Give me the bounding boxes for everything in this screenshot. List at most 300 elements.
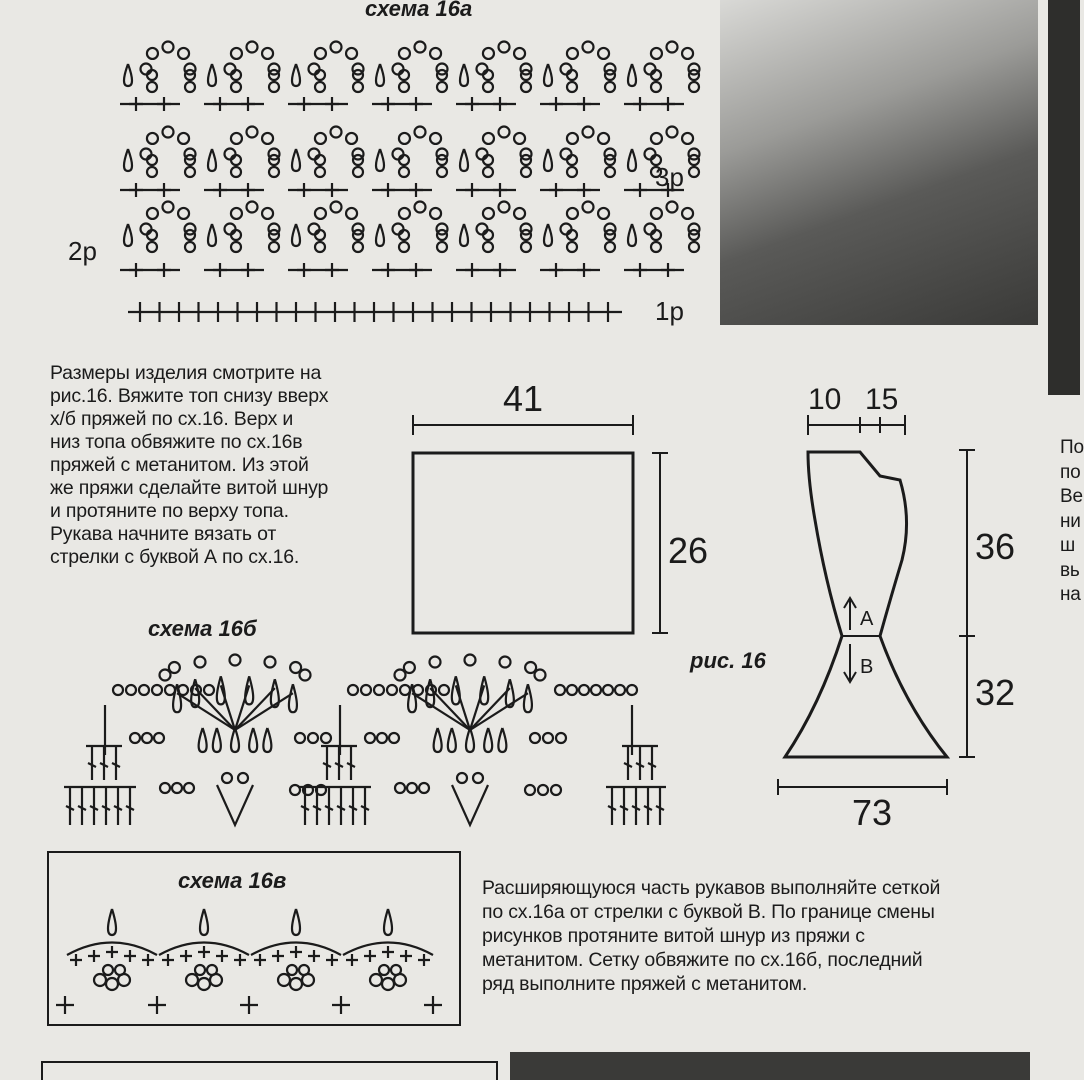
v-stitch — [217, 785, 253, 825]
chain-stitch-symbol — [147, 48, 158, 59]
top-panel-outline — [413, 453, 633, 633]
chain-stitch-symbol — [393, 149, 404, 160]
chain-stitch-symbol — [430, 48, 441, 59]
treble-symbol — [654, 787, 666, 825]
chain-stitch-symbol — [399, 242, 409, 252]
chain-stitch-symbol — [309, 149, 320, 160]
picot-symbol — [292, 224, 300, 246]
chain-stitch-symbol — [415, 127, 426, 138]
chain-stitch-symbol — [147, 133, 158, 144]
chain-stitch-symbol — [399, 133, 410, 144]
chain-stitch-symbol — [195, 657, 206, 668]
chain-stitch-symbol — [247, 42, 258, 53]
edge-line: на — [1060, 584, 1081, 605]
chain-stitch-symbol — [353, 82, 363, 92]
chain-stitch-symbol — [331, 127, 342, 138]
chain-stitch-symbol — [142, 733, 152, 743]
picot-symbol — [376, 149, 384, 171]
chain-stitch-symbol — [415, 202, 426, 213]
note-line: метанитом. Сетку обвяжите по сх.16б, последний — [482, 949, 923, 971]
picot-symbol — [480, 676, 488, 704]
chain-stitch-symbol — [379, 965, 389, 975]
chain-stitch-symbol — [399, 208, 410, 219]
instruction-line: рис.16. Вяжите топ снизу вверх — [50, 385, 329, 407]
chain-stitch-symbol — [393, 224, 404, 235]
chain-stitch-symbol — [530, 733, 540, 743]
chain-stitch-symbol — [605, 82, 615, 92]
scheme-c-title: схема 16в — [178, 868, 287, 893]
edge-line: по — [1060, 461, 1081, 483]
v-stitch — [452, 785, 488, 825]
chain-stitch-symbol — [483, 82, 493, 92]
chain-stitch-symbol — [598, 133, 609, 144]
chain-stitch-symbol — [419, 783, 429, 793]
chain-stitch-symbol — [160, 670, 171, 681]
treble-symbol — [634, 746, 646, 780]
chain-stitch-symbol — [315, 167, 325, 177]
chain-stitch-symbol — [583, 202, 594, 213]
chain-stitch-symbol — [404, 662, 415, 673]
chain-stitch-symbol — [500, 657, 511, 668]
single-crochet-symbol — [254, 954, 266, 966]
chain-stitch-symbol — [555, 685, 565, 695]
treble-symbol — [642, 787, 654, 825]
chain-stitch-symbol — [315, 208, 326, 219]
arrow-a-icon — [844, 598, 856, 630]
chain-stitch-symbol — [399, 48, 410, 59]
edge-line: ни — [1060, 510, 1081, 532]
single-crochet-symbol — [162, 954, 174, 966]
chain-stitch-symbol — [238, 773, 248, 783]
single-crochet-symbol — [106, 946, 118, 958]
sleeve-bottom-label: 73 — [852, 792, 893, 833]
chain-stitch-symbol — [605, 242, 615, 252]
chain-stitch-symbol — [382, 978, 394, 990]
chain-stitch-symbol — [225, 64, 236, 75]
chain-stitch-symbol — [152, 685, 162, 695]
chain-stitch-symbol — [399, 82, 409, 92]
chain-stitch-symbol — [315, 82, 325, 92]
edge-line: По — [1060, 437, 1084, 458]
chain-stitch-symbol — [295, 733, 305, 743]
chain-stitch-symbol — [477, 224, 488, 235]
chain-stitch-symbol — [682, 133, 693, 144]
chain-stitch-symbol — [141, 149, 152, 160]
chain-stitch-symbol — [400, 685, 410, 695]
single-crochet-symbol — [326, 954, 338, 966]
treble-symbol — [321, 746, 333, 780]
note-line: по сх.16а от стрелки с буквой В. По границе смены — [482, 901, 935, 923]
chain-stitch-symbol — [538, 785, 548, 795]
sleeve-outline — [785, 452, 947, 757]
picot-symbol — [628, 64, 636, 86]
chain-stitch-symbol — [139, 685, 149, 695]
chain-stitch-symbol — [651, 48, 662, 59]
single-crochet-symbol — [332, 996, 350, 1014]
chain-stitch-symbol — [651, 133, 662, 144]
chain-stitch-symbol — [651, 242, 661, 252]
treble-symbol — [630, 787, 642, 825]
chain-stitch-symbol — [278, 974, 290, 986]
chain-stitch-symbol — [514, 133, 525, 144]
chain-stitch-symbol — [141, 64, 152, 75]
chain-stitch-symbol — [535, 670, 546, 681]
chain-stitch-symbol — [231, 82, 241, 92]
chain-stitch-symbol — [163, 127, 174, 138]
chain-stitch-symbol — [499, 42, 510, 53]
picot-symbol — [292, 909, 300, 935]
picot-symbol — [448, 728, 456, 752]
chain-stitch-symbol — [348, 685, 358, 695]
picot-symbol — [199, 728, 207, 752]
picot-symbol — [460, 149, 468, 171]
picot-symbol — [124, 224, 132, 246]
chain-stitch-symbol — [269, 82, 279, 92]
arrow-b-icon — [844, 644, 856, 682]
chain-stitch-symbol — [598, 208, 609, 219]
chain-stitch-symbol — [265, 657, 276, 668]
picot-symbol — [544, 64, 552, 86]
single-crochet-symbol — [308, 950, 320, 962]
chain-stitch-symbol — [185, 167, 195, 177]
chain-stitch-symbol — [147, 242, 157, 252]
chain-stitch-symbol — [178, 133, 189, 144]
chain-stitch-symbol — [186, 974, 198, 986]
single-crochet-symbol — [240, 996, 258, 1014]
chain-stitch-symbol — [184, 783, 194, 793]
chain-stitch-symbol — [521, 82, 531, 92]
scheme-b-title: схема 16б — [148, 616, 257, 641]
chain-stitch-symbol — [231, 167, 241, 177]
single-crochet-symbol — [124, 950, 136, 962]
chain-stitch-symbol — [437, 242, 447, 252]
chain-stitch-symbol — [269, 167, 279, 177]
single-crochet-symbol — [290, 946, 302, 958]
chain-stitch-symbol — [346, 48, 357, 59]
chain-stitch-symbol — [126, 685, 136, 695]
bottom-left-frame — [42, 1062, 497, 1080]
chain-stitch-symbol — [399, 167, 409, 177]
chain-stitch-symbol — [113, 685, 123, 695]
chain-stitch-symbol — [346, 208, 357, 219]
chain-stitch-symbol — [315, 48, 326, 59]
chain-stitch-symbol — [561, 64, 572, 75]
single-crochet-symbol — [142, 954, 154, 966]
picot-symbol — [544, 224, 552, 246]
picot-symbol — [208, 224, 216, 246]
row-label-2: 2р — [68, 236, 97, 266]
chain-stitch-symbol — [163, 202, 174, 213]
chain-stitch-symbol — [300, 670, 311, 681]
chain-stitch-symbol — [287, 965, 297, 975]
picot-symbol — [249, 728, 257, 752]
instruction-line: Размеры изделия смотрите на — [50, 362, 322, 384]
picot-symbol — [271, 679, 279, 707]
chain-stitch-symbol — [651, 82, 661, 92]
chain-stitch-symbol — [567, 82, 577, 92]
picot-symbol — [460, 64, 468, 86]
chain-stitch-symbol — [163, 42, 174, 53]
chain-stitch-symbol — [437, 82, 447, 92]
chain-stitch-symbol — [477, 64, 488, 75]
picot-symbol — [124, 149, 132, 171]
chain-stitch-symbol — [439, 685, 449, 695]
single-crochet-symbol — [346, 954, 358, 966]
picot-symbol — [466, 728, 474, 752]
picot-symbol — [628, 149, 636, 171]
chain-stitch-symbol — [115, 965, 125, 975]
chain-stitch-symbol — [147, 208, 158, 219]
picot-symbol — [213, 728, 221, 752]
chain-stitch-symbol — [361, 685, 371, 695]
chain-stitch-symbol — [483, 48, 494, 59]
picot-symbol — [124, 64, 132, 86]
instruction-line: же пряжи сделайте витой шнур — [50, 477, 329, 499]
chain-stitch-symbol — [525, 785, 535, 795]
single-crochet-symbol — [382, 946, 394, 958]
chain-stitch-symbol — [473, 773, 483, 783]
picot-symbol — [231, 728, 239, 752]
treble-symbol — [347, 787, 359, 825]
chain-stitch-symbol — [521, 167, 531, 177]
single-crochet-symbol — [216, 950, 228, 962]
chain-stitch-symbol — [477, 149, 488, 160]
top-height-dimension — [652, 453, 668, 633]
treble-symbol — [86, 746, 98, 780]
chain-stitch-symbol — [682, 208, 693, 219]
chain-stitch-symbol — [567, 242, 577, 252]
chain-stitch-symbol — [645, 224, 656, 235]
treble-symbol — [88, 787, 100, 825]
chain-stitch-symbol — [430, 657, 441, 668]
chain-stitch-symbol — [567, 48, 578, 59]
row-label-3: 3р — [655, 162, 684, 192]
chain-stitch-symbol — [483, 167, 493, 177]
treble-symbol — [335, 787, 347, 825]
chain-stitch-symbol — [391, 965, 401, 975]
chain-stitch-symbol — [231, 48, 242, 59]
edge-line: ш — [1060, 535, 1076, 556]
row-label-1: 1р — [655, 296, 684, 326]
sleeve-upper-label: 36 — [975, 526, 1016, 567]
top-width-label: 41 — [503, 378, 544, 419]
instruction-line: х/б пряжей по сх.16. Верх и — [50, 408, 294, 430]
chain-stitch-symbol — [185, 82, 195, 92]
chain-stitch-symbol — [377, 733, 387, 743]
chain-stitch-symbol — [407, 783, 417, 793]
chain-stitch-symbol — [106, 978, 118, 990]
single-crochet-symbol — [180, 950, 192, 962]
sleeve-top-b-label: 15 — [865, 383, 899, 416]
treble-symbol — [64, 787, 76, 825]
picot-symbol — [292, 149, 300, 171]
chain-stitch-symbol — [331, 202, 342, 213]
chain-stitch-symbol — [154, 733, 164, 743]
chain-stitch-symbol — [415, 42, 426, 53]
picot-symbol — [376, 64, 384, 86]
chain-stitch-symbol — [165, 685, 175, 695]
chain-stitch-symbol — [598, 48, 609, 59]
chain-stitch-symbol — [160, 783, 170, 793]
scheme-c-diagram — [56, 909, 442, 1014]
sleeve-top-dimension — [808, 415, 905, 435]
note-line: Расширяющуюся часть рукавов выполняйте сеткой — [482, 877, 941, 899]
treble-symbol — [618, 787, 630, 825]
single-crochet-symbol — [400, 950, 412, 962]
chain-stitch-symbol — [331, 42, 342, 53]
picot-symbol — [484, 728, 492, 752]
chain-stitch-symbol — [225, 149, 236, 160]
chain-stitch-symbol — [682, 48, 693, 59]
treble-symbol — [110, 746, 122, 780]
top-width-dimension — [413, 415, 633, 435]
sleeve-height-dimension — [959, 450, 975, 757]
chain-stitch-symbol — [605, 167, 615, 177]
chain-stitch-symbol — [299, 965, 309, 975]
chain-stitch-symbol — [430, 133, 441, 144]
picot-symbol — [384, 909, 392, 935]
chain-stitch-symbol — [309, 64, 320, 75]
chain-stitch-symbol — [198, 978, 210, 990]
chain-stitch-symbol — [94, 974, 106, 986]
chain-stitch-symbol — [204, 685, 214, 695]
single-crochet-symbol — [272, 950, 284, 962]
chain-stitch-symbol — [514, 48, 525, 59]
single-crochet-symbol — [364, 950, 376, 962]
chain-stitch-symbol — [147, 167, 157, 177]
picot-symbol — [628, 224, 636, 246]
chain-stitch-symbol — [499, 202, 510, 213]
single-crochet-symbol — [88, 950, 100, 962]
single-crochet-symbol — [198, 946, 210, 958]
picot-symbol — [245, 676, 253, 704]
chain-stitch-symbol — [651, 167, 661, 177]
chain-stitch-symbol — [483, 242, 493, 252]
chain-stitch-symbol — [667, 127, 678, 138]
chain-stitch-symbol — [645, 64, 656, 75]
chain-stitch-symbol — [178, 48, 189, 59]
scheme-a-title: схема 16а — [365, 0, 473, 21]
edge-line: Ве — [1060, 486, 1083, 507]
chain-stitch-symbol — [247, 127, 258, 138]
treble-symbol — [299, 787, 311, 825]
instruction-line: стрелки с буквой А по сх.16. — [50, 546, 300, 568]
treble-symbol — [76, 787, 88, 825]
chain-stitch-symbol — [141, 224, 152, 235]
chain-stitch-symbol — [483, 133, 494, 144]
edge-line: вь — [1060, 559, 1080, 581]
note-line: ряд выполните пряжей с метанитом. — [482, 973, 808, 995]
chain-stitch-symbol — [689, 82, 699, 92]
picot-symbol — [108, 909, 116, 935]
chain-stitch-symbol — [172, 783, 182, 793]
chain-stitch-symbol — [290, 662, 301, 673]
chain-stitch-symbol — [430, 208, 441, 219]
scheme-a-diagram — [120, 42, 700, 323]
chain-stitch-symbol — [315, 133, 326, 144]
chain-stitch-symbol — [567, 167, 577, 177]
chain-stitch-symbol — [499, 127, 510, 138]
chain-stitch-symbol — [514, 208, 525, 219]
sleeve-bottom-dimension — [778, 779, 947, 795]
chain-stitch-symbol — [185, 242, 195, 252]
chain-stitch-symbol — [561, 149, 572, 160]
chain-stitch-symbol — [561, 224, 572, 235]
picot-symbol — [208, 64, 216, 86]
figure-caption: рис. 16 — [690, 648, 766, 673]
chain-stitch-symbol — [579, 685, 589, 695]
treble-symbol — [359, 787, 371, 825]
chain-stitch-symbol — [269, 242, 279, 252]
treble-symbol — [124, 787, 136, 825]
chain-stitch-symbol — [231, 242, 241, 252]
chain-stitch-symbol — [437, 167, 447, 177]
chain-stitch-symbol — [556, 733, 566, 743]
chain-stitch-symbol — [567, 133, 578, 144]
chain-stitch-symbol — [315, 242, 325, 252]
chain-stitch-symbol — [615, 685, 625, 695]
chain-stitch-symbol — [231, 208, 242, 219]
single-crochet-symbol — [234, 954, 246, 966]
chain-stitch-symbol — [389, 733, 399, 743]
chain-stitch-symbol — [483, 208, 494, 219]
picot-symbol — [292, 64, 300, 86]
picot-symbol — [452, 676, 460, 704]
chain-stitch-symbol — [230, 655, 241, 666]
chain-stitch-symbol — [321, 733, 331, 743]
chain-stitch-symbol — [262, 48, 273, 59]
treble-symbol — [112, 787, 124, 825]
single-crochet-symbol — [70, 954, 82, 966]
instruction-line: низ топа обвяжите по сх.16в — [50, 431, 303, 453]
chain-stitch-symbol — [521, 242, 531, 252]
chain-stitch-symbol — [689, 167, 699, 177]
note-line: рисунков протяните витой шнур из пряжи с — [482, 925, 865, 947]
treble-symbol — [345, 746, 357, 780]
chain-stitch-symbol — [567, 685, 577, 695]
chain-stitch-symbol — [395, 783, 405, 793]
sleeve-top-a-label: 10 — [808, 383, 842, 416]
scheme-c-frame — [48, 852, 460, 1025]
chain-stitch-symbol — [651, 208, 662, 219]
picot-symbol — [506, 679, 514, 707]
chain-stitch-symbol — [222, 773, 232, 783]
picot-symbol — [208, 149, 216, 171]
chain-stitch-symbol — [231, 133, 242, 144]
picot-symbol — [460, 224, 468, 246]
treble-symbol — [606, 787, 618, 825]
instruction-line: пряжей с метанитом. Из этой — [50, 454, 309, 476]
arrow-a-label: A — [860, 608, 874, 630]
chain-stitch-symbol — [387, 685, 397, 695]
chain-stitch-symbol — [262, 208, 273, 219]
single-crochet-symbol — [418, 954, 430, 966]
picot-symbol — [524, 684, 532, 712]
chain-stitch-symbol — [178, 208, 189, 219]
chain-stitch-symbol — [457, 773, 467, 783]
arrow-b-label: B — [860, 656, 874, 678]
chain-stitch-symbol — [147, 82, 157, 92]
chain-stitch-symbol — [667, 42, 678, 53]
picot-symbol — [217, 676, 225, 704]
sleeve-lower-label: 32 — [975, 672, 1016, 713]
chain-stitch-symbol — [290, 785, 300, 795]
picot-symbol — [289, 684, 297, 712]
chain-stitch-symbol — [543, 733, 553, 743]
chain-stitch-symbol — [525, 662, 536, 673]
chain-stitch-symbol — [353, 167, 363, 177]
chain-stitch-symbol — [103, 965, 113, 975]
